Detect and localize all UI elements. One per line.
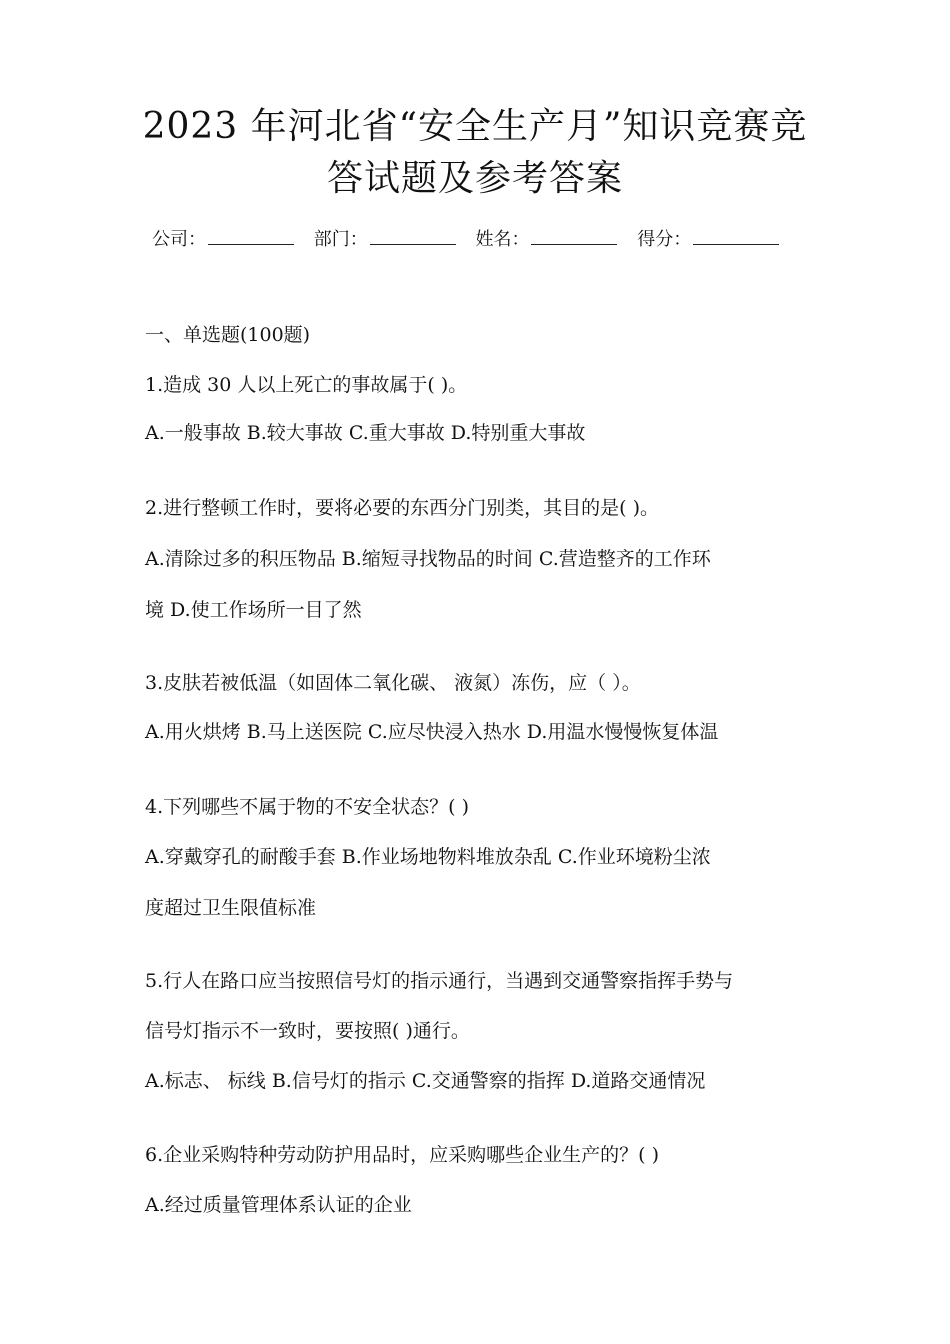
question-3-stem: 3.皮肤若被低温（如固体二氧化碳、 液氮）冻伤，应（ ）。 xyxy=(145,672,641,694)
name-blank xyxy=(531,226,617,245)
question-1-options: A.一般事故 B.较大事故 C.重大事故 D.特别重大事故 xyxy=(145,422,586,444)
question-5-stem-line-1: 5.行人在路口应当按照信号灯的指示通行，当遇到交通警察指挥手势与 xyxy=(145,970,734,992)
document-title-line-1: 2023 年河北省“安全生产月”知识竞赛竞 xyxy=(142,106,808,147)
question-2-stem: 2.进行整顿工作时，要将必要的东西分门别类，其目的是( )。 xyxy=(145,497,659,519)
department-blank xyxy=(370,226,456,245)
name-label: 姓名： xyxy=(475,229,530,250)
department-field xyxy=(314,226,456,252)
department-label: 部门： xyxy=(313,229,368,250)
score-field xyxy=(637,226,779,252)
question-5-stem-line-2: 信号灯指示不一致时，要按照( )通行。 xyxy=(145,1020,470,1042)
question-2-options-line-1: A.清除过多的积压物品 B.缩短寻找物品的时间 C.营造整齐的工作环 xyxy=(145,548,711,570)
question-4-stem: 4.下列哪些不属于物的不安全状态？( ) xyxy=(145,796,469,818)
question-4-options-line-1: A.穿戴穿孔的耐酸手套 B.作业场地物料堆放杂乱 C.作业环境粉尘浓 xyxy=(145,846,711,868)
company-field xyxy=(152,226,294,252)
question-4-options-line-2: 度超过卫生限值标准 xyxy=(145,897,317,919)
score-blank xyxy=(693,226,779,245)
score-label: 得分： xyxy=(637,229,692,250)
company-blank xyxy=(208,226,294,245)
company-label: 公司： xyxy=(152,229,206,250)
question-5-options: A.标志、 标线 B.信号灯的指示 C.交通警察的指挥 D.道路交通情况 xyxy=(145,1070,706,1092)
name-field xyxy=(475,226,617,252)
question-6-options: A.经过质量管理体系认证的企业 xyxy=(145,1194,412,1216)
question-3-options: A.用火烘烤 B.马上送医院 C.应尽快浸入热水 D.用温水慢慢恢复体温 xyxy=(145,721,719,743)
section-heading: 一、单选题(100题) xyxy=(145,324,311,346)
question-6-stem: 6.企业采购特种劳动防护用品时，应采购哪些企业生产的？( ) xyxy=(145,1144,659,1166)
info-fields-row xyxy=(152,226,793,252)
document-title-line-2: 答试题及参考答案 xyxy=(326,158,623,199)
question-2-options-line-2: 境 D.使工作场所一目了然 xyxy=(145,599,362,621)
question-1-stem: 1.造成 30 人以上死亡的事故属于( )。 xyxy=(145,374,468,396)
